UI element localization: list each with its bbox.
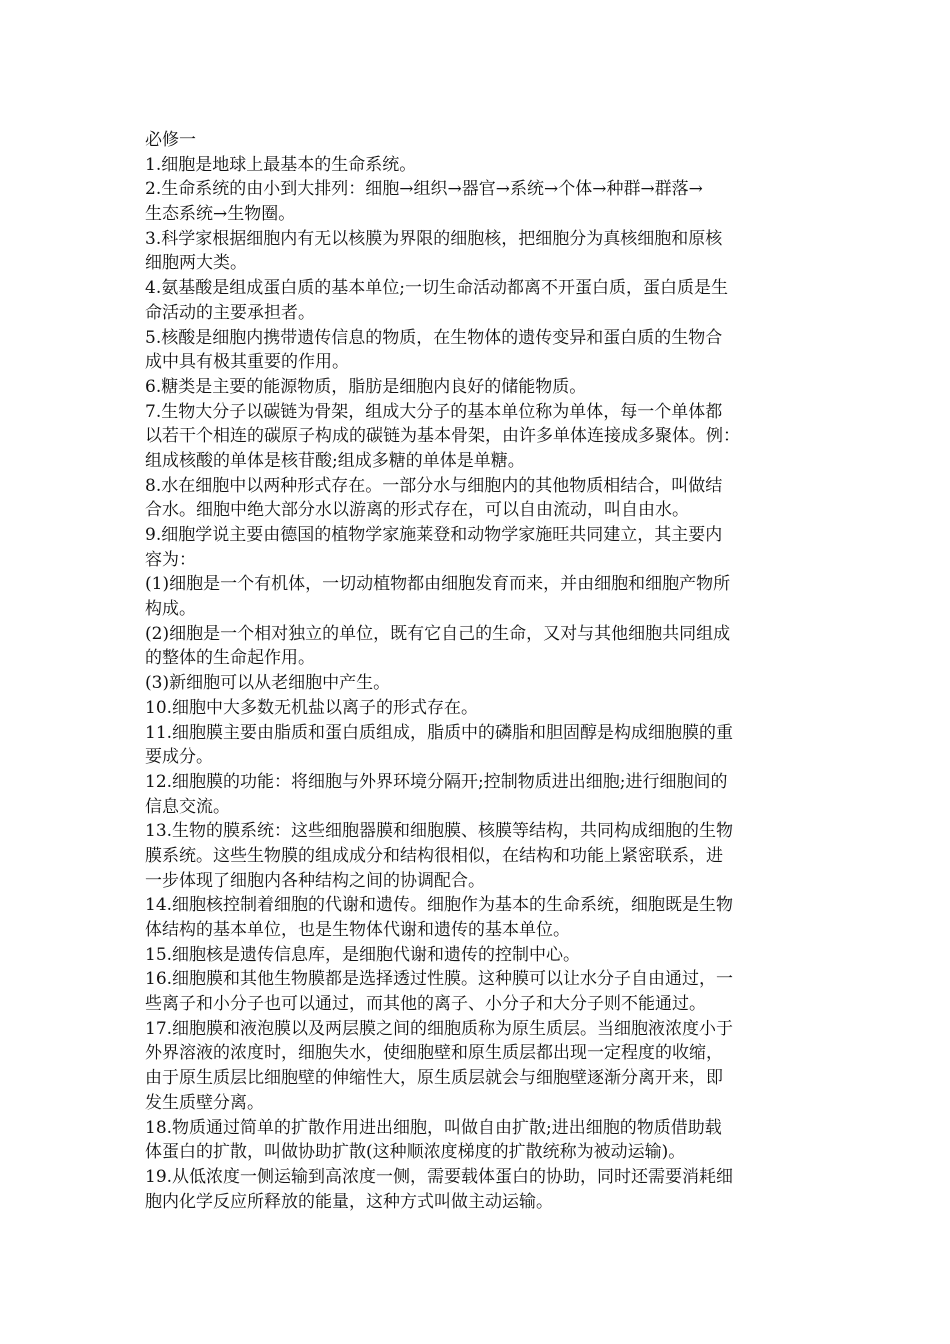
text-line: 1.细胞是地球上最基本的生命系统。 [145,154,417,175]
text-line: 由于原生质层比细胞壁的伸缩性大，原生质层就会与细胞壁逐渐分离开来，即 [145,1068,723,1089]
text-line: 3.科学家根据细胞内有无以核膜为界限的细胞核，把细胞分为真核细胞和原核 [145,228,723,249]
text-line: 合水。细胞中绝大部分水以游离的形式存在，可以自由流动，叫自由水。 [145,500,689,521]
text-line: 12.细胞膜的功能：将细胞与外界环境分隔开;控制物质进出细胞;进行细胞间的 [145,771,728,792]
text-line: 命活动的主要承担者。 [145,302,315,323]
text-line: 胞内化学反应所释放的能量，这种方式叫做主动运输。 [145,1191,553,1212]
text-line: 19.从低浓度一侧运输到高浓度一侧，需要载体蛋白的协助，同时还需要消耗细 [145,1166,734,1187]
document-heading: 必修一 [145,130,196,150]
text-line: 细胞两大类。 [145,253,247,274]
document-text [145,128,815,1214]
text-line: 6.糖类是主要的能源物质，脂肪是细胞内良好的储能物质。 [145,376,587,397]
text-line: 10.细胞中大多数无机盐以离子的形式存在。 [145,697,479,718]
text-line: 14.细胞核控制着细胞的代谢和遗传。细胞作为基本的生命系统，细胞既是生物 [145,895,734,916]
text-line: 2.生命系统的由小到大排列：细胞→组织→器官→系统→个体→种群→群落→ [145,179,703,200]
text-line: 4.氨基酸是组成蛋白质的基本单位;一切生命活动都离不开蛋白质，蛋白质是生 [145,278,728,299]
text-line: 容为： [145,549,196,570]
text-line: 的整体的生命起作用。 [145,648,315,669]
text-line: 信息交流。 [145,796,230,817]
text-line: (2)细胞是一个相对独立的单位，既有它自己的生命，又对与其他细胞共同组成 [145,623,731,644]
text-line: (3)新细胞可以从老细胞中产生。 [145,673,391,694]
text-line: 构成。 [145,599,196,620]
text-line: 外界溶液的浓度时，细胞失水，使细胞壁和原生质层都出现一定程度的收缩， [145,1043,723,1064]
text-line: 18.物质通过简单的扩散作用进出细胞，叫做自由扩散;进出细胞的物质借助载 [145,1117,722,1138]
text-line: 11.细胞膜主要由脂质和蛋白质组成，脂质中的磷脂和胆固醇是构成细胞膜的重 [145,722,734,743]
text-line: 发生质壁分离。 [145,1092,264,1113]
text-line: 一步体现了细胞内各种结构之间的协调配合。 [145,870,485,891]
text-line: 7.生物大分子以碳链为骨架，组成大分子的基本单位称为单体，每一个单体都 [145,401,723,422]
text-line: 16.细胞膜和其他生物膜都是选择透过性膜。这种膜可以让水分子自由通过，一 [145,969,734,990]
text-line: 以若干个相连的碳原子构成的碳链为基本骨架，由许多单体连接成多聚体。例： [145,426,740,447]
text-line: (1)细胞是一个有机体，一切动植物都由细胞发育而来，并由细胞和细胞产物所 [145,574,731,595]
text-line: 17.细胞膜和液泡膜以及两层膜之间的细胞质称为原生质层。当细胞液浓度小于 [145,1018,734,1039]
text-line: 15.细胞核是遗传信息库，是细胞代谢和遗传的控制中心。 [145,944,581,965]
text-line: 13.生物的膜系统：这些细胞器膜和细胞膜、核膜等结构，共同构成细胞的生物 [145,821,734,842]
text-line: 9.细胞学说主要由德国的植物学家施莱登和动物学家施旺共同建立，其主要内 [145,525,723,545]
text-line: 8.水在细胞中以两种形式存在。一部分水与细胞内的其他物质相结合，叫做结 [145,475,723,496]
text-line: 膜系统。这些生物膜的组成成分和结构很相似，在结构和功能上紧密联系，进 [145,845,723,866]
text-line: 成中具有极其重要的作用。 [145,352,349,373]
text-line: 5.核酸是细胞内携带遗传信息的物质，在生物体的遗传变异和蛋白质的生物合 [145,327,723,348]
text-line: 体蛋白的扩散，叫做协助扩散(这种顺浓度梯度的扩散统称为被动运输)。 [145,1142,686,1163]
text-line: 要成分。 [145,747,213,768]
text-line: 些离子和小分子也可以通过，而其他的离子、小分子和大分子则不能通过。 [145,994,706,1015]
text-line: 生态系统→生物圈。 [145,204,296,225]
text-line: 体结构的基本单位，也是生物体代谢和遗传的基本单位。 [145,920,570,940]
text-line: 组成核酸的单体是核苷酸;组成多糖的单体是单糖。 [145,450,525,471]
